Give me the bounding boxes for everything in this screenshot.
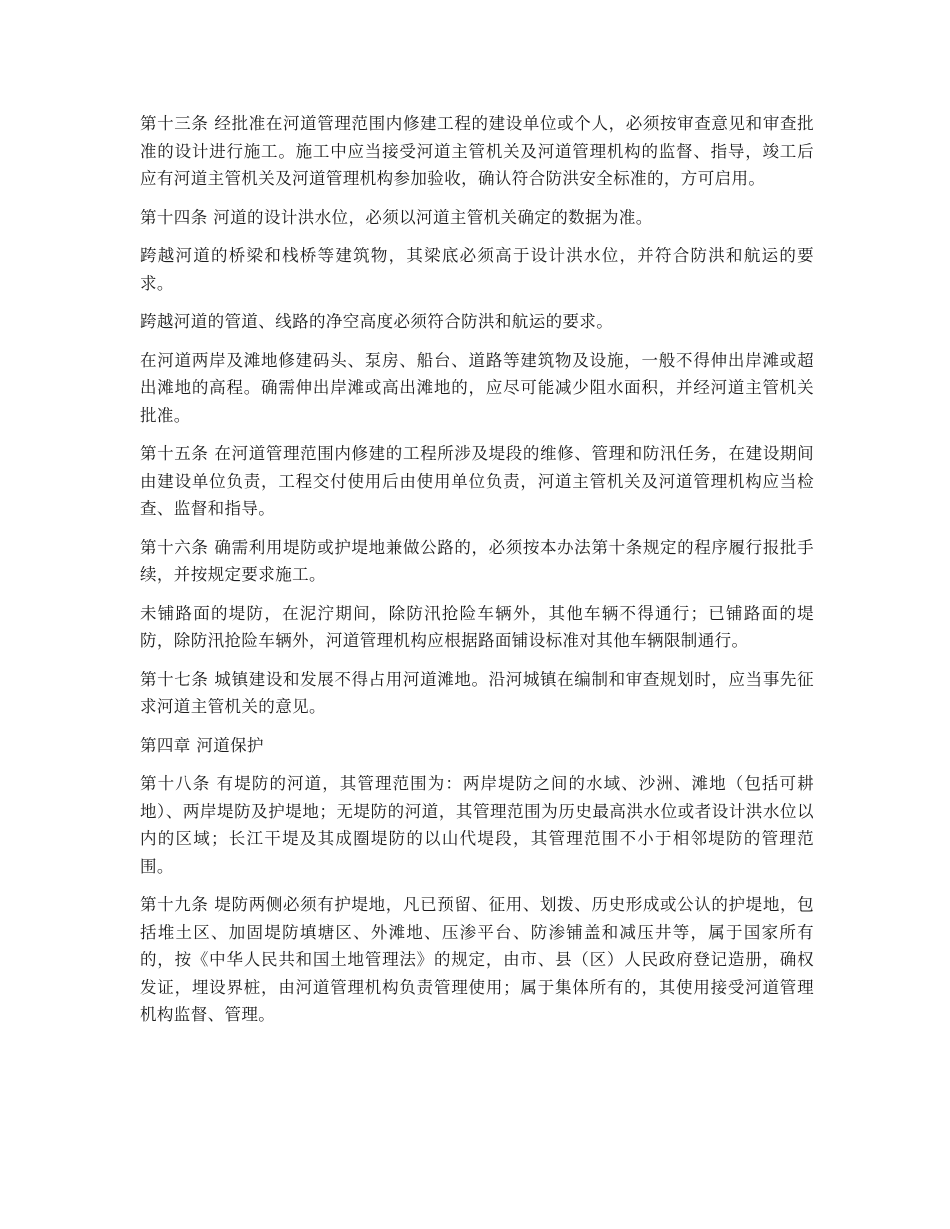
article-15: 第十五条 在河道管理范围内修建的工程所涉及堤段的维修、管理和防汛任务，在建设期间由建设单位负责，工程交付使用后由使用单位负责，河道主管机关及河道管理机构应当检查、监督和指导。 — [140, 444, 814, 518]
article-18: 第十八条 有堤防的河道，其管理范围为：两岸堤防之间的水域、沙洲、滩地（包括可耕地）、两岸堤防及护堤地；无堤防的河道，其管理范围为历史最高洪水位或者设计洪水位以内的区域；长江干堤及其成圈堤防的以山代堤段，其管理范围不小于相邻堤防的管理范围。 — [140, 774, 814, 876]
article-14-pipelines: 跨越河道的管道、线路的净空高度必须符合防洪和航运的要求。 — [140, 312, 614, 331]
article-14-structures: 在河道两岸及滩地修建码头、泵房、船台、道路等建筑物及设施，一般不得伸出岸滩或超出滩地的高程。确需伸出岸滩或高出滩地的，应尽可能减少阻水面积，并经河道主管机关批准。 — [140, 350, 814, 425]
article-14-bridges: 跨越河道的桥梁和栈桥等建筑物，其梁底必须高于设计洪水位，并符合防洪和航运的要求。 — [140, 246, 814, 293]
article-17: 第十七条 城镇建设和发展不得占用河道滩地。沿河城镇在编制和审查规划时，应当事先征求河道主管机关的意见。 — [140, 669, 814, 716]
document-page — [140, 110, 814, 1040]
article-19: 第十九条 堤防两侧必须有护堤地，凡已预留、征用、划拨、历史形成或公认的护堤地，包括堆土区、加固堤防填塘区、外滩地、压渗平台、防渗铺盖和减压井等，属于国家所有的，按《中华人民共和国土地管理法》的规定，由市、县（区）人民政府登记造册，确权发证，埋设界桩，由河道管理机构负责管理使用；属于集体所有的，其使用接受河道管理机构监督、管理。 — [140, 895, 814, 1024]
article-13: 第十三条 经批准在河道管理范围内修建工程的建设单位或个人，必须按审查意见和审查批准的设计进行施工。施工中应当接受河道主管机关及河道管理机构的监督、指导，竣工后应有河道主管机关及河道管理机构参加验收，确认符合防洪安全标准的，方可启用。 — [140, 114, 814, 188]
article-14: 第十四条 河道的设计洪水位，必须以河道主管机关确定的数据为准。 — [140, 207, 653, 227]
article-16: 第十六条 确需利用堤防或护堤地兼做公路的，必须按本办法第十条规定的程序履行报批手续，并按规定要求施工。 — [140, 537, 814, 584]
article-16-traffic: 未铺路面的堤防，在泥泞期间，除防汛抢险车辆外，其他车辆不得通行；已铺路面的堤防，除防汛抢险车辆外，河道管理机构应根据路面铺设标准对其他车辆限制通行。 — [140, 603, 814, 650]
chapter-heading: 第四章 河道保护 — [140, 735, 264, 755]
